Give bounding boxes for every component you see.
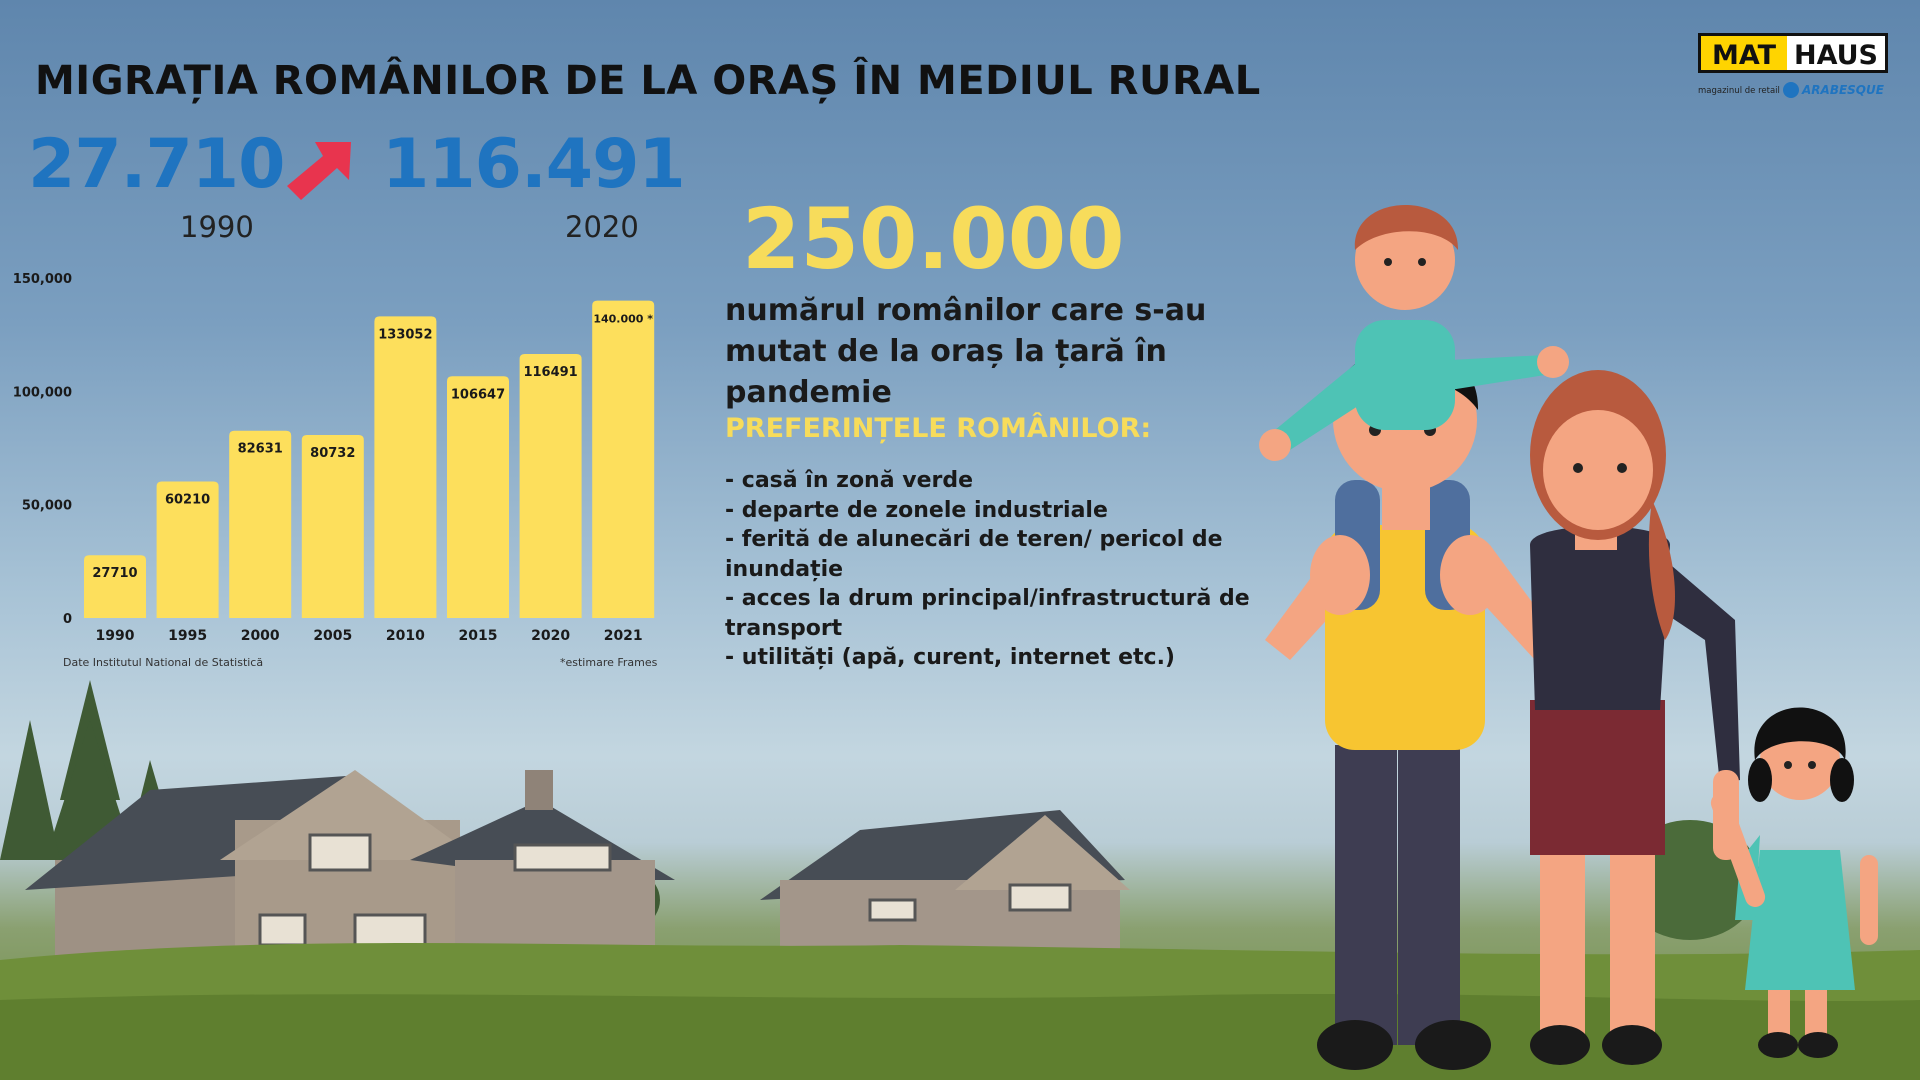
preference-item: - casă în zonă verde xyxy=(725,468,974,493)
bar xyxy=(592,301,654,618)
house-left xyxy=(25,770,675,970)
arrow-up-right-icon xyxy=(283,140,353,202)
y-tick-label: 50,000 xyxy=(21,498,72,514)
y-axis xyxy=(13,272,72,627)
logo-partner: ARABESQUE xyxy=(1802,83,1884,97)
year-1990-label: 1990 xyxy=(180,210,254,244)
x-tick-label: 2015 xyxy=(458,628,498,644)
value-1990: 27.710 xyxy=(28,125,285,204)
estimate-note: *estimare Frames xyxy=(560,656,658,669)
preference-item: - acces la drum principal/infrastructură de transport xyxy=(725,586,1250,641)
year-2020-label: 2020 xyxy=(565,210,639,244)
bar-data-label: 80732 xyxy=(310,446,356,462)
logo-mat-text: MAT xyxy=(1711,40,1777,71)
page-title: MIGRAȚIA ROMÂNILOR DE LA ORAȘ ÎN MEDIUL RURAL xyxy=(35,58,1261,104)
bar xyxy=(302,435,364,618)
bar-data-label: 60210 xyxy=(164,492,211,508)
bar-data-label: 116491 xyxy=(523,364,578,380)
arabesque-logo-icon xyxy=(1783,82,1799,98)
value-2020: 116.491 xyxy=(382,125,685,204)
x-tick-label: 2005 xyxy=(313,628,353,644)
bar-data-label: 133052 xyxy=(378,327,433,343)
bar-data-label: 82631 xyxy=(237,441,283,457)
bar-data-label: 106647 xyxy=(450,387,506,403)
preferences-title: PREFERINȚELE ROMÂNILOR: xyxy=(725,413,1152,444)
pandemic-migration-value: 250.000 xyxy=(742,190,1125,288)
bars xyxy=(84,301,654,644)
x-tick-label: 2000 xyxy=(240,628,280,644)
bar xyxy=(374,316,436,618)
preferences-list xyxy=(725,466,1295,673)
bar-data-label: 27710 xyxy=(92,566,138,582)
y-tick-label: 0 xyxy=(62,612,72,627)
x-tick-label: 1990 xyxy=(95,628,135,644)
logo-tagline: magazinul de retail xyxy=(1698,86,1780,96)
x-tick-label: 2020 xyxy=(531,628,571,644)
bar xyxy=(84,555,146,618)
bar xyxy=(229,431,291,618)
bar-data-label: 140.000 * xyxy=(593,312,654,326)
bar xyxy=(447,376,509,618)
preference-item: - departe de zonele industriale xyxy=(725,497,1108,523)
preference-item: - ferită de alunecări de teren/ pericol de inundație xyxy=(725,527,1223,582)
source-note: Date Institutul National de Statistică xyxy=(63,656,264,669)
y-tick-label: 150,000 xyxy=(12,272,72,287)
x-tick-label: 2021 xyxy=(603,628,643,644)
mathaus-logo xyxy=(1698,33,1890,103)
x-tick-label: 1995 xyxy=(168,628,208,644)
y-tick-label: 100,000 xyxy=(12,385,72,401)
bar xyxy=(520,354,582,618)
logo-haus-text: HAUS xyxy=(1793,40,1879,71)
preference-item: - utilități (apă, curent, internet etc.) xyxy=(725,645,1175,670)
family-illustration xyxy=(1259,205,1878,1070)
migration-bar-chart xyxy=(0,260,680,650)
x-tick-label: 2010 xyxy=(385,628,425,644)
pandemic-migration-description: numărul românilor care s-au mutat de la oraș la țară în pandemie xyxy=(725,293,1207,410)
